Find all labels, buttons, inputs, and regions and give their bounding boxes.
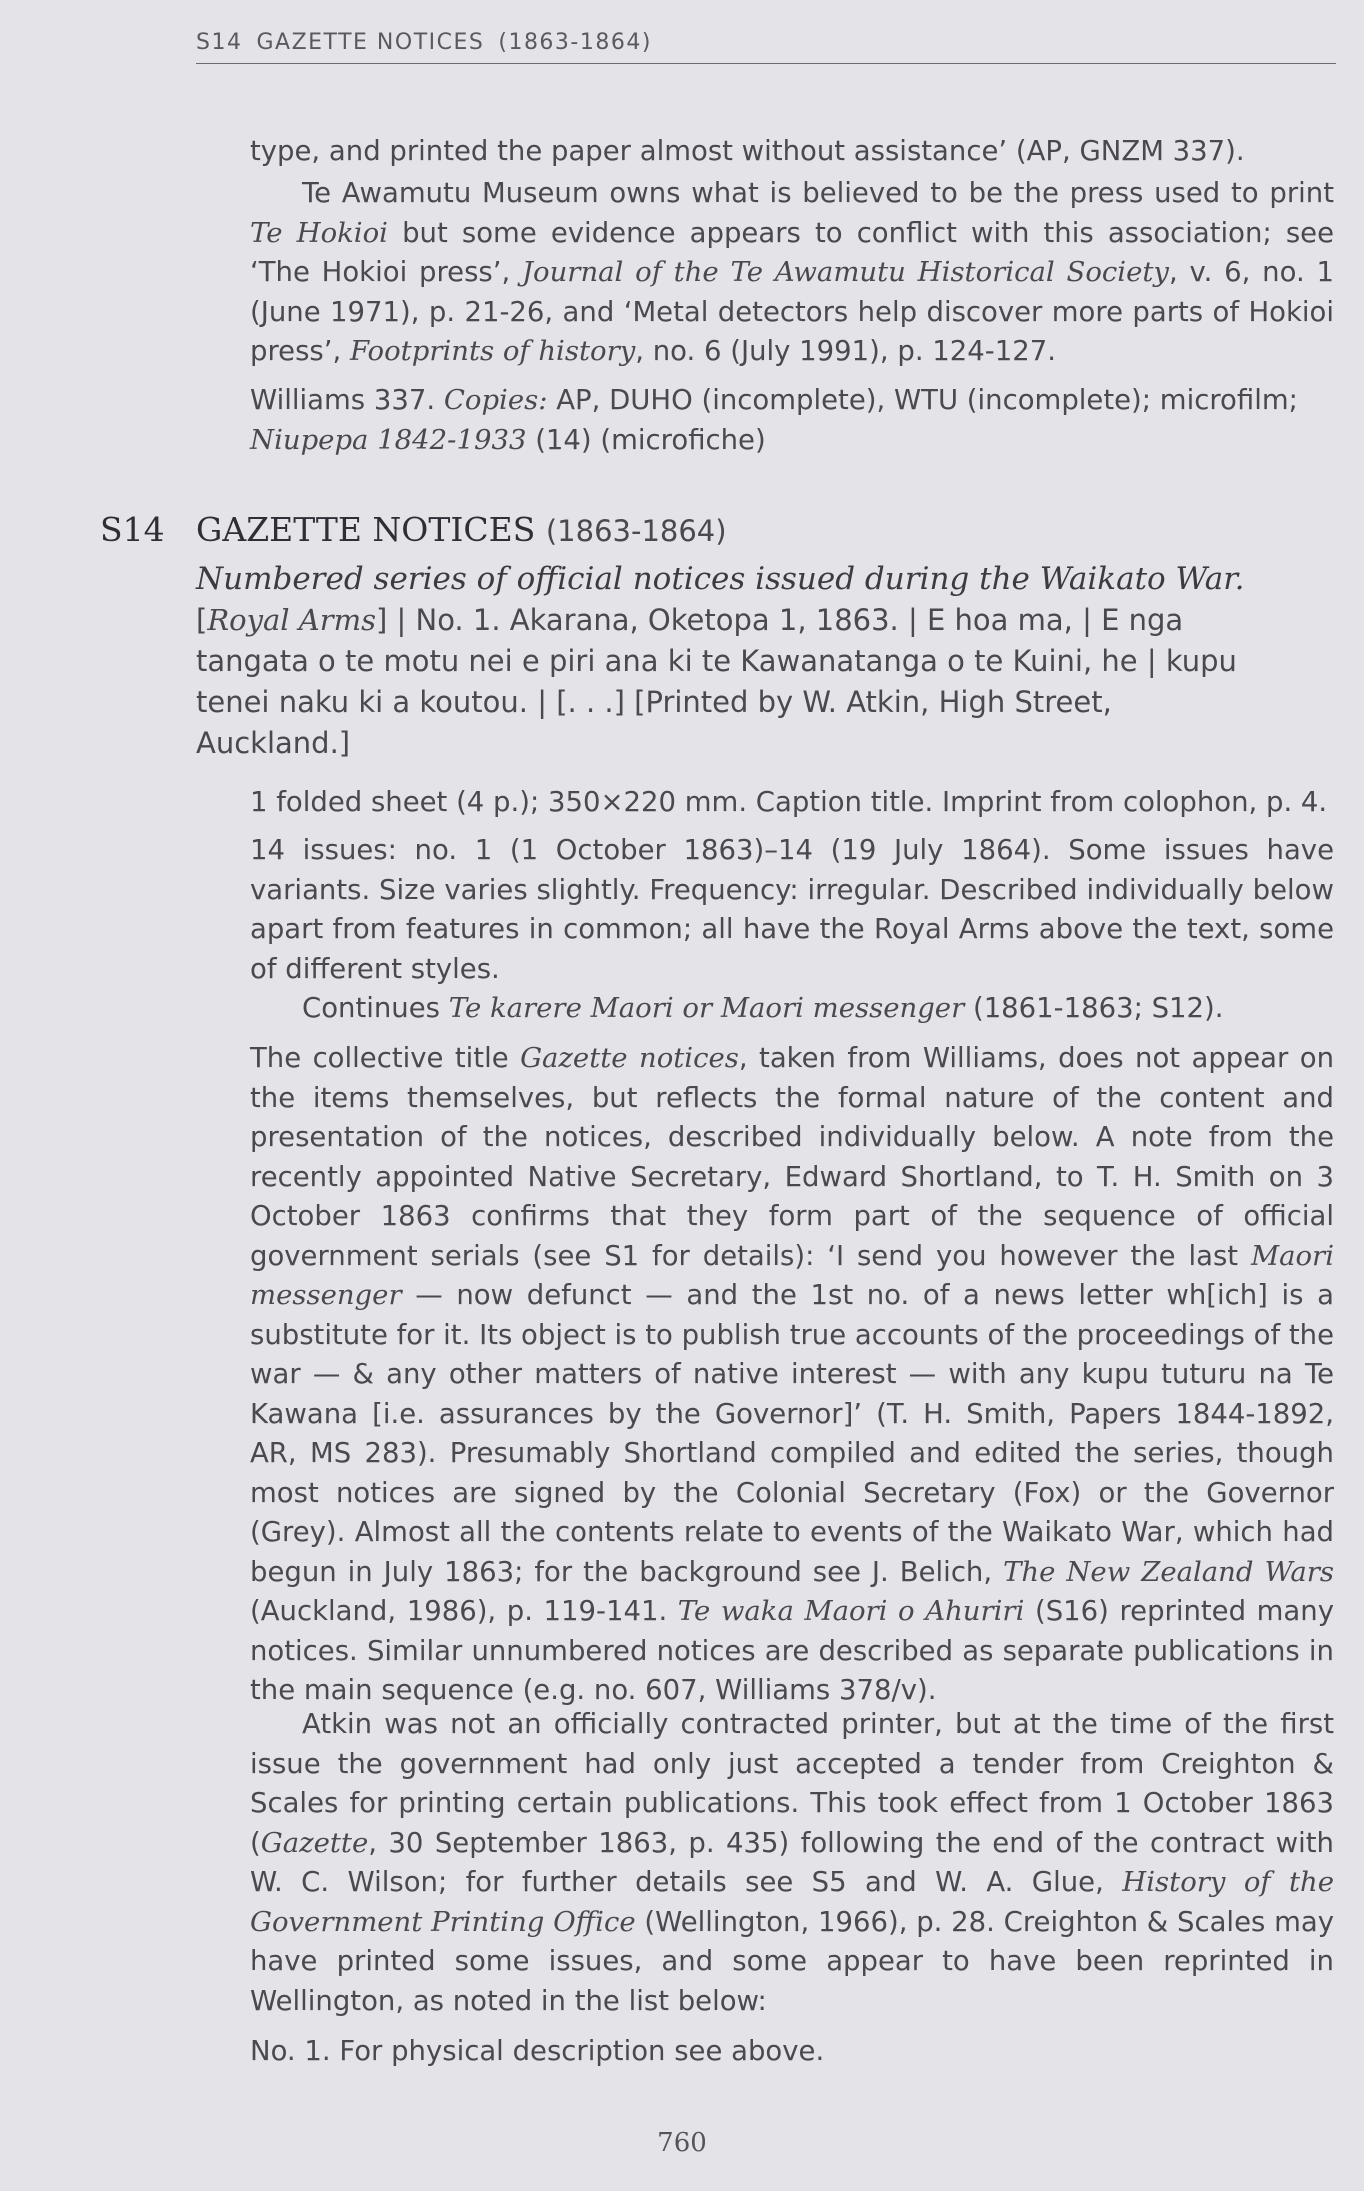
text-run: AP, DUHO (incomplete), WTU (incomplete); microfilm; <box>547 384 1298 416</box>
text-run: , taken from Williams, does not appear on the items themselves, but reflects the formal nature of the content and presentation of the notices, described individually below. A note from the recently appointed Native Secretary, Edward Shortland, to T. H. Smith on 3 October 1863 confirms that they form part of the sequence of official government serials (see S1 for details): ‘I send you however the last <box>250 1042 1335 1272</box>
title-transcription <box>196 600 1256 764</box>
note-paragraph-1 <box>250 1039 1334 1711</box>
prev-entry-copies <box>250 381 1334 460</box>
note-paragraph-2 <box>250 1705 1334 2021</box>
italic-title: Te karere Maori or Maori messenger <box>448 992 965 1024</box>
entry-heading <box>196 510 727 549</box>
italic-title: Gazette <box>260 1826 369 1859</box>
continues-statement <box>250 989 1334 1029</box>
page-number: 760 <box>657 2128 707 2158</box>
royal-arms-label: Royal Arms <box>207 603 376 637</box>
text-run: (Auckland, 1986), p. 119-141. <box>250 1595 678 1627</box>
italic-title: Te Hokioi <box>250 216 388 249</box>
entry-subtitle: Numbered series of official notices issued during the Waikato War. <box>196 561 1245 597</box>
prev-entry-paragraph-2 <box>250 174 1334 372</box>
running-head-code: S14 <box>196 30 243 55</box>
running-head-title: GAZETTE NOTICES <box>256 30 485 55</box>
text-run: Continues <box>302 992 449 1024</box>
text-run: (S16) reprinted many notices. Similar unnumbered notices are described as separate publications in the main sequence (e.g. no. 607, Williams 378/v). <box>250 1595 1334 1706</box>
italic-title: Te waka Maori o Ahuriri <box>677 1595 1025 1627</box>
text-run: Atkin was not an officially contracted printer, but at the time of the first issue the government had only just accepted a tender from Creighton & Scales for printing certain publications. This took effect from 1 October 1863 ( <box>250 1708 1334 1859</box>
text-run: Te Awamutu Museum owns what is believed to be the press used to print <box>302 177 1334 209</box>
text-run: Williams 337. <box>250 384 444 416</box>
prev-entry-text: type, and printed the paper almost without assistance’ (AP, GNZM 337). <box>250 135 1245 167</box>
copies-label: Copies: <box>443 384 548 416</box>
text-run: ] | No. 1. Akarana, Oketopa 1, 1863. | E hoa ma, | E nga tangata o te motu nei e piri ana ki te Kawanatanga o te Kuini, he | kupu tenei naku ki a koutou. | [. . .] [Printed by W. Atkin, High Street, Auckland.] <box>196 603 1237 760</box>
text-run: (14) (microfiche) <box>526 423 766 456</box>
running-head-dates: (1863-1864) <box>498 30 652 55</box>
entry-dates: (1863-1864) <box>545 514 727 548</box>
text-run: The collective title <box>250 1042 521 1074</box>
italic-title: Maori messenger <box>250 1239 1334 1311</box>
text-run: , v. 6, no. 1 (June 1971), p. 21-26, and ‘Metal detectors help discover more parts of Hokioi press’, <box>250 256 1334 367</box>
text-run: , 30 September 1863, p. 435) following the end of the contract with W. C. Wilson; for further details see S5 and W. A. Glue, <box>250 1826 1334 1898</box>
physical-description: 1 folded sheet (4 p.); 350×220 mm. Caption title. Imprint from colophon, p. 4. <box>250 786 1328 818</box>
text-run: (1861-1863; S12). <box>964 992 1224 1024</box>
entry-title: GAZETTE NOTICES <box>196 510 536 549</box>
entry-code: S14 <box>100 510 165 549</box>
issue-no-1: No. 1. For physical description see above. <box>250 2035 825 2067</box>
italic-title: History of the Government Printing Office <box>250 1866 1334 1938</box>
text-run: , no. 6 (July 1991), p. 124-127. <box>635 335 1056 367</box>
text-run: — now defunct — and the 1st no. of a news letter wh[ich] is a substitute for it. Its object is to publish true accounts of the proceedings of the war — & any other matters of native interest — with any kupu tuturu na Te Kawana [i.e. assurances by the Governor]’ (T. H. Smith, Papers 1844-1892, AR, MS 283). Presumably Shortland compiled and edited the series, though most notices are signed by the Colonial Secretary (Fox) or the Governor (Grey). Almost all the contents relate to events of the Waikato War, which had begun in July 1863; for the background see J. Belich, <box>250 1279 1334 1588</box>
prev-entry-paragraph-1 <box>250 132 1334 172</box>
running-head <box>196 30 1336 64</box>
italic-title: Journal of the Te Awamutu Historical Society <box>522 256 1169 288</box>
text-run: [ <box>196 603 208 637</box>
italic-title: The New Zealand Wars <box>1003 1555 1334 1588</box>
italic-title: Niupepa 1842-1933 <box>250 423 527 456</box>
italic-title: Footprints of history <box>349 335 636 367</box>
italic-title: Gazette notices <box>520 1042 739 1074</box>
issues-statement: 14 issues: no. 1 (1 October 1863)–14 (19 July 1864). Some issues have variants. Size varies slightly. Frequency: irregular. Described individually below apart from features in common; all have the Royal Arms above the text, some of different styles. <box>250 834 1334 985</box>
text-run: (Wellington, 1966), p. 28. Creighton & Scales may have printed some issues, and some appear to have been reprinted in Wellington, as noted in the list below: <box>250 1905 1334 2017</box>
text-run: but some evidence appears to conflict with this association; see ‘The Hokioi press’, <box>250 216 1334 288</box>
